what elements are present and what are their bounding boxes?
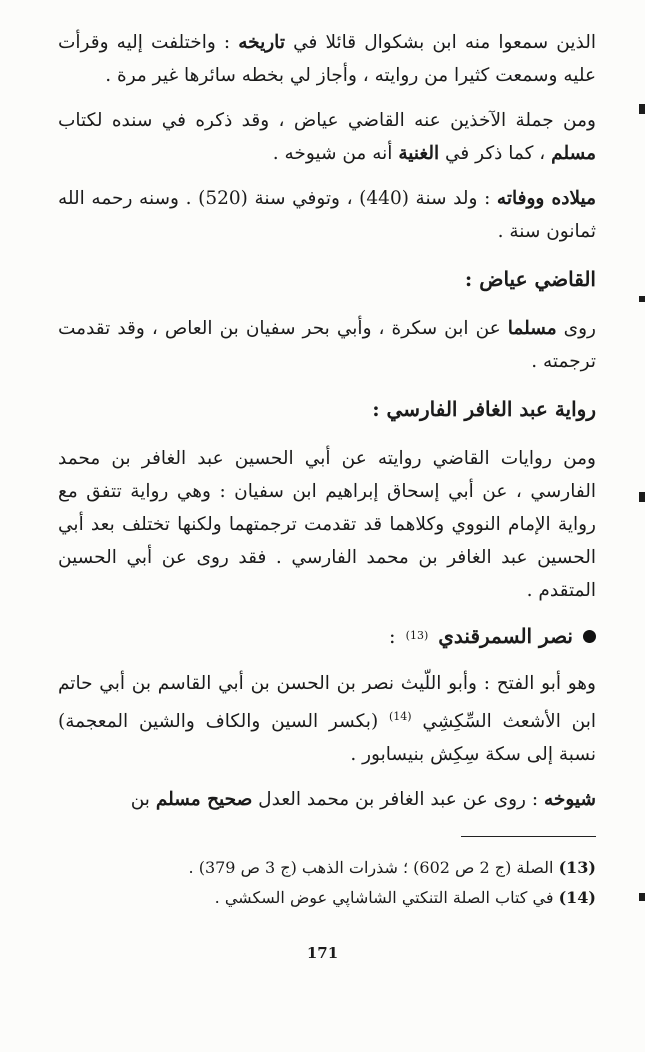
bullet-suffix: :: [388, 624, 396, 648]
paragraph-text: أنه من شيوخه .: [272, 143, 399, 164]
paragraph-p4: [58, 312, 596, 378]
shuyukh-end: بن: [130, 789, 156, 811]
section-heading-qadi-iyad: القاضي عياض :: [464, 267, 596, 291]
shuyukh-label: شيوخه: [544, 789, 596, 811]
footnote-ref-13: (13): [405, 629, 429, 642]
paragraph-p2: [58, 104, 596, 170]
bullet-icon: [583, 630, 596, 643]
paragraph-shuyukh: [58, 783, 596, 816]
footnote-item: [58, 883, 596, 913]
paragraph-text: : واختلفت إليه وقرأت عليه وسمعت كثيرا من روايته ، وأجاز لي بخطه سائرها غير مرة .: [58, 32, 596, 86]
bio-text-after: (بكسر السين والكاف والشين المعجمة) نسبة إلى سكة سِكِش بنيسابور .: [58, 711, 596, 766]
page-body: [58, 26, 596, 913]
margin-mark: [639, 893, 645, 901]
bold-term: مسلم: [551, 143, 596, 164]
paragraph-p5: [58, 442, 596, 607]
bold-term: تاريخه: [238, 32, 285, 53]
bullet-heading-nasr: [58, 619, 596, 653]
paragraph-text: عن ابن سكرة ، وأبي بحر سفيان بن العاص ، وقد تقدمت ترجمته .: [58, 318, 596, 372]
abd-al-ghafir-paragraphs: [58, 442, 596, 607]
footnote-number: (13): [558, 858, 596, 878]
qadi-iyad-paragraphs: [58, 312, 596, 378]
bio-text-before: وهو أبو الفتح : وأبو اللّيث نصر بن الحسن بن أبي القاسم بن أبي حاتم ابن الأشعث السِّكِشِي: [58, 673, 596, 733]
footnote-item: [58, 853, 596, 883]
shuyukh-work: صحيح مسلم: [155, 789, 253, 811]
bold-term: ميلاده ووفاته: [496, 188, 596, 209]
bold-term: مسلما: [507, 318, 557, 339]
section-heading-abd-al-ghafir: رواية عبد الغافر الفارسي :: [372, 397, 596, 421]
intro-paragraphs: [58, 26, 596, 248]
footnote-text: في كتاب الصلة التنكتي الشاشاپي عوض السكشي .: [214, 888, 559, 908]
bold-term: الغنية: [398, 143, 440, 164]
paragraph-text: روى: [556, 318, 596, 339]
paragraph-p3: [58, 182, 596, 248]
paragraph-text: الذين سمعوا منه ابن بشكوال قائلا في: [284, 32, 596, 53]
paragraph-text: ومن جملة الآخذين عنه القاضي عياض ، وقد ذكره في سنده لكتاب: [58, 110, 596, 131]
margin-mark: [639, 296, 645, 302]
paragraph-text: ومن روايات القاضي روايته عن أبي الحسين عبد الغافر بن محمد الفارسي ، عن أبي إسحاق إبراهيم ابن سفيان : وهي رواية تتفق مع رواية الإمام النووي وكلاهما قد تقدمت ترجمتهما ولكنها تختلف بعد أبي الحسين عبد الغافر بن محمد الفارسي . فقد روى عن أبي الحسين المتقدم .: [58, 448, 596, 601]
margin-mark: [639, 104, 645, 114]
bullet-title: نصر السمرقندي: [438, 624, 573, 648]
paragraph-nasr-bio: [58, 667, 596, 771]
paragraph-text: : ولد سنة (440) ، وتوفي سنة (520) . وسنه رحمه الله ثمانون سنة .: [58, 188, 596, 242]
footnote-text: الصلة (ج 2 ص 602) ؛ شذرات الذهب (ج 3 ص 379) .: [188, 858, 559, 878]
footnote-divider: [461, 836, 596, 837]
margin-mark: [639, 492, 645, 502]
footnotes: [58, 853, 596, 913]
page-number: 171: [306, 944, 339, 962]
footnote-ref-14: (14): [388, 710, 412, 723]
footnote-number: (14): [558, 888, 596, 908]
paragraph-text: ، كما ذكر في: [439, 143, 552, 164]
shuyukh-text: : روى عن عبد الغافر بن محمد العدل: [252, 789, 544, 811]
paragraph-p1: [58, 26, 596, 92]
